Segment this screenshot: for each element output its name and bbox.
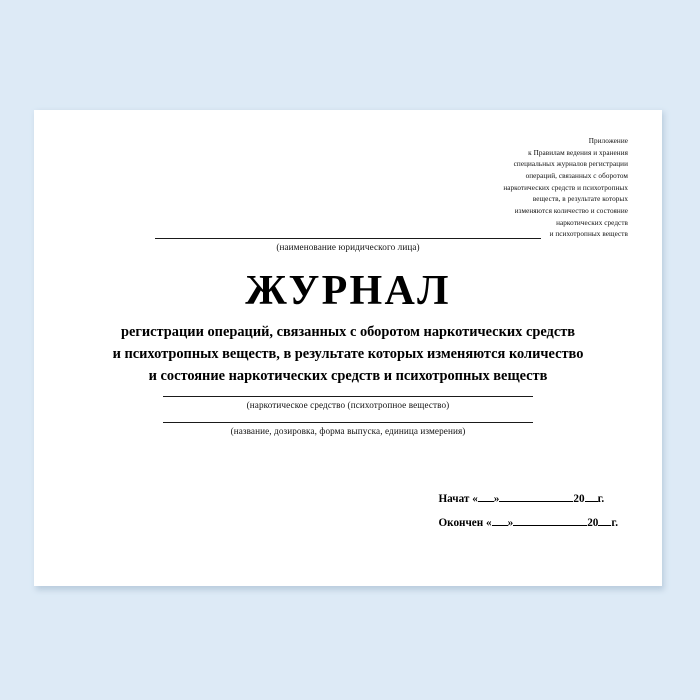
start-month-blank	[499, 492, 573, 502]
end-year: 20	[587, 516, 599, 529]
appendix-line-6: изменяются количество и состояние	[514, 206, 628, 215]
subtitle-line-1: и психотропных веществ, в результате которых изменяются количество	[112, 345, 584, 362]
start-year: 20	[573, 493, 585, 505]
page-subtitle	[62, 322, 634, 388]
page-title: ЖУРНАЛ	[245, 268, 451, 314]
end-quote-close: »	[507, 516, 514, 529]
start-suffix: г.	[597, 493, 605, 505]
end-year-blank	[598, 516, 611, 526]
start-year-blank	[585, 492, 598, 502]
start-quote-close: »	[493, 493, 500, 505]
substance-fill-line	[163, 396, 533, 397]
end-suffix: г.	[611, 516, 618, 529]
start-date-line	[438, 488, 618, 512]
appendix-line-2: специальных журналов регистрации	[513, 160, 628, 169]
substance-detail-fill-line	[163, 422, 533, 423]
substance-detail-caption: (название, дозировка, форма выпуска, единица измерения)	[230, 426, 466, 436]
subtitle-line-2: и состояние наркотических средств и психотропных веществ	[148, 367, 548, 384]
appendix-line-0: Приложение	[588, 137, 628, 145]
appendix-line-8: и психотропных веществ	[549, 230, 628, 239]
legal-entity-block	[34, 238, 662, 252]
end-date-label: Окончен «	[438, 516, 492, 529]
legal-entity-caption: (наименование юридического лица)	[276, 242, 420, 252]
end-month-blank	[513, 516, 587, 526]
end-day-blank	[492, 516, 508, 526]
start-day-blank	[478, 492, 494, 502]
start-date-label: Начат «	[438, 493, 478, 505]
substance-spacer	[34, 410, 662, 422]
journal-dates-block	[438, 488, 618, 535]
appendix-line-1: к Правилам ведения и хранения	[528, 148, 628, 157]
substance-block	[34, 396, 662, 436]
subtitle-line-0: регистрации операций, связанных с оборотом наркотических средств	[120, 324, 576, 340]
end-date-line	[438, 512, 618, 536]
appendix-note	[328, 136, 628, 241]
appendix-line-7: наркотических средств	[556, 218, 628, 227]
substance-caption: (наркотическое средство (психотропное вещество)	[246, 400, 450, 410]
journal-cover-page	[34, 110, 662, 586]
appendix-line-5: веществ, в результате которых	[532, 195, 628, 204]
appendix-line-4: наркотических средств и психотропных	[503, 183, 628, 192]
legal-entity-fill-line	[155, 238, 541, 239]
appendix-line-3: операций, связанных с оборотом	[525, 171, 628, 180]
